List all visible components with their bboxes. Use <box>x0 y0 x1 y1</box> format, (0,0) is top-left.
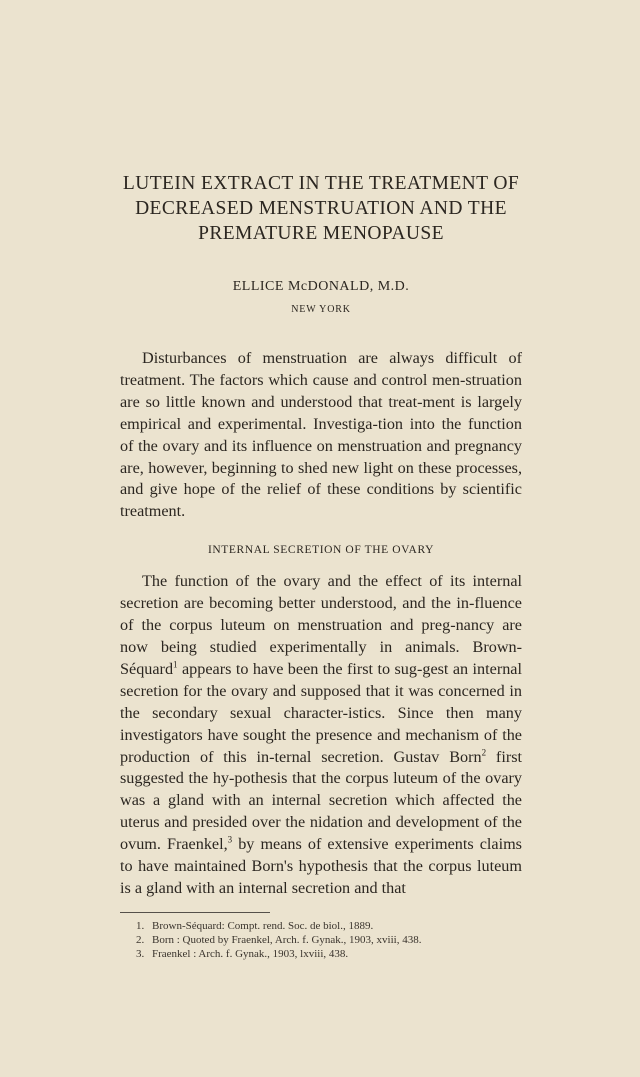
footnote-text: Brown-Séquard: Compt. rend. Soc. de biol., 1889. <box>152 919 374 932</box>
footnote-divider <box>120 912 270 913</box>
body-text-3: first suggested the hy-pothesis that the corpus luteum of the ovary was a gland with an internal secretion which affected the uterus and presided over the nidation and development of the ovum. Fraenkel, <box>120 747 523 854</box>
title-line-1: LUTEIN EXTRACT IN THE TREATMENT OF <box>122 173 520 194</box>
footnote-1 <box>136 919 522 933</box>
body-text-1: The function of the ovary and the effect of its internal secretion are becoming better understood, and the in-fluence of the corpus luteum on menstruation and preg-nancy are now being studied experimentally in animals. Brown-Séquard <box>120 572 522 678</box>
article-title <box>120 0 522 246</box>
author-name: ELLICE McDONALD, M.D. <box>232 279 410 294</box>
footnote-number: 1. <box>136 919 145 932</box>
footnotes <box>120 919 522 961</box>
author-location: NEW YORK <box>291 304 351 315</box>
body-text-2: appears to have been the first to sug-gest an internal secretion for the ovary and supposed that it was concerned in the secondary sexual character-istics. Since then many investigators have sought the presence and mechanism of the production of this in-ternal secretion. Gustav Born <box>120 659 522 766</box>
section-heading: INTERNAL SECRETION OF THE OVARY <box>207 544 435 557</box>
footnote-ref-1[interactable]: 1 <box>173 659 178 670</box>
intro-paragraph: Disturbances of menstruation are always difficult of treatment. The factors which cause and control men-struation are so little known and understood that treat-ment is largely empirical and experimental. Investiga-tion into the function of the ovary and its influence on menstruation and pregnancy are, however, beginning to shed new light on these processes, and give hope of the relief of these conditions by scientific treatment. <box>120 349 522 521</box>
title-line-2: DECREASED MENSTRUATION AND THE <box>135 198 507 219</box>
footnote-text: Born : Quoted by Fraenkel, Arch. f. Gynak., 1903, xviii, 438. <box>152 933 422 946</box>
footnote-number: 2. <box>136 933 145 946</box>
body-text-4: by means of extensive experiments claims to have maintained Born's hypothesis that the corpus luteum is a gland with an internal secretion and that <box>120 835 522 897</box>
title-line-3: PREMATURE MENOPAUSE <box>198 223 444 244</box>
body-paragraph <box>120 571 522 900</box>
footnote-text: Fraenkel : Arch. f. Gynak., 1903, lxviii, 438. <box>152 947 349 960</box>
footnote-ref-3[interactable]: 3 <box>227 834 233 845</box>
footnote-number: 3. <box>136 947 145 960</box>
footnote-ref-2[interactable]: 2 <box>481 747 487 758</box>
footnote-2 <box>136 933 522 947</box>
footnote-3 <box>136 947 522 961</box>
